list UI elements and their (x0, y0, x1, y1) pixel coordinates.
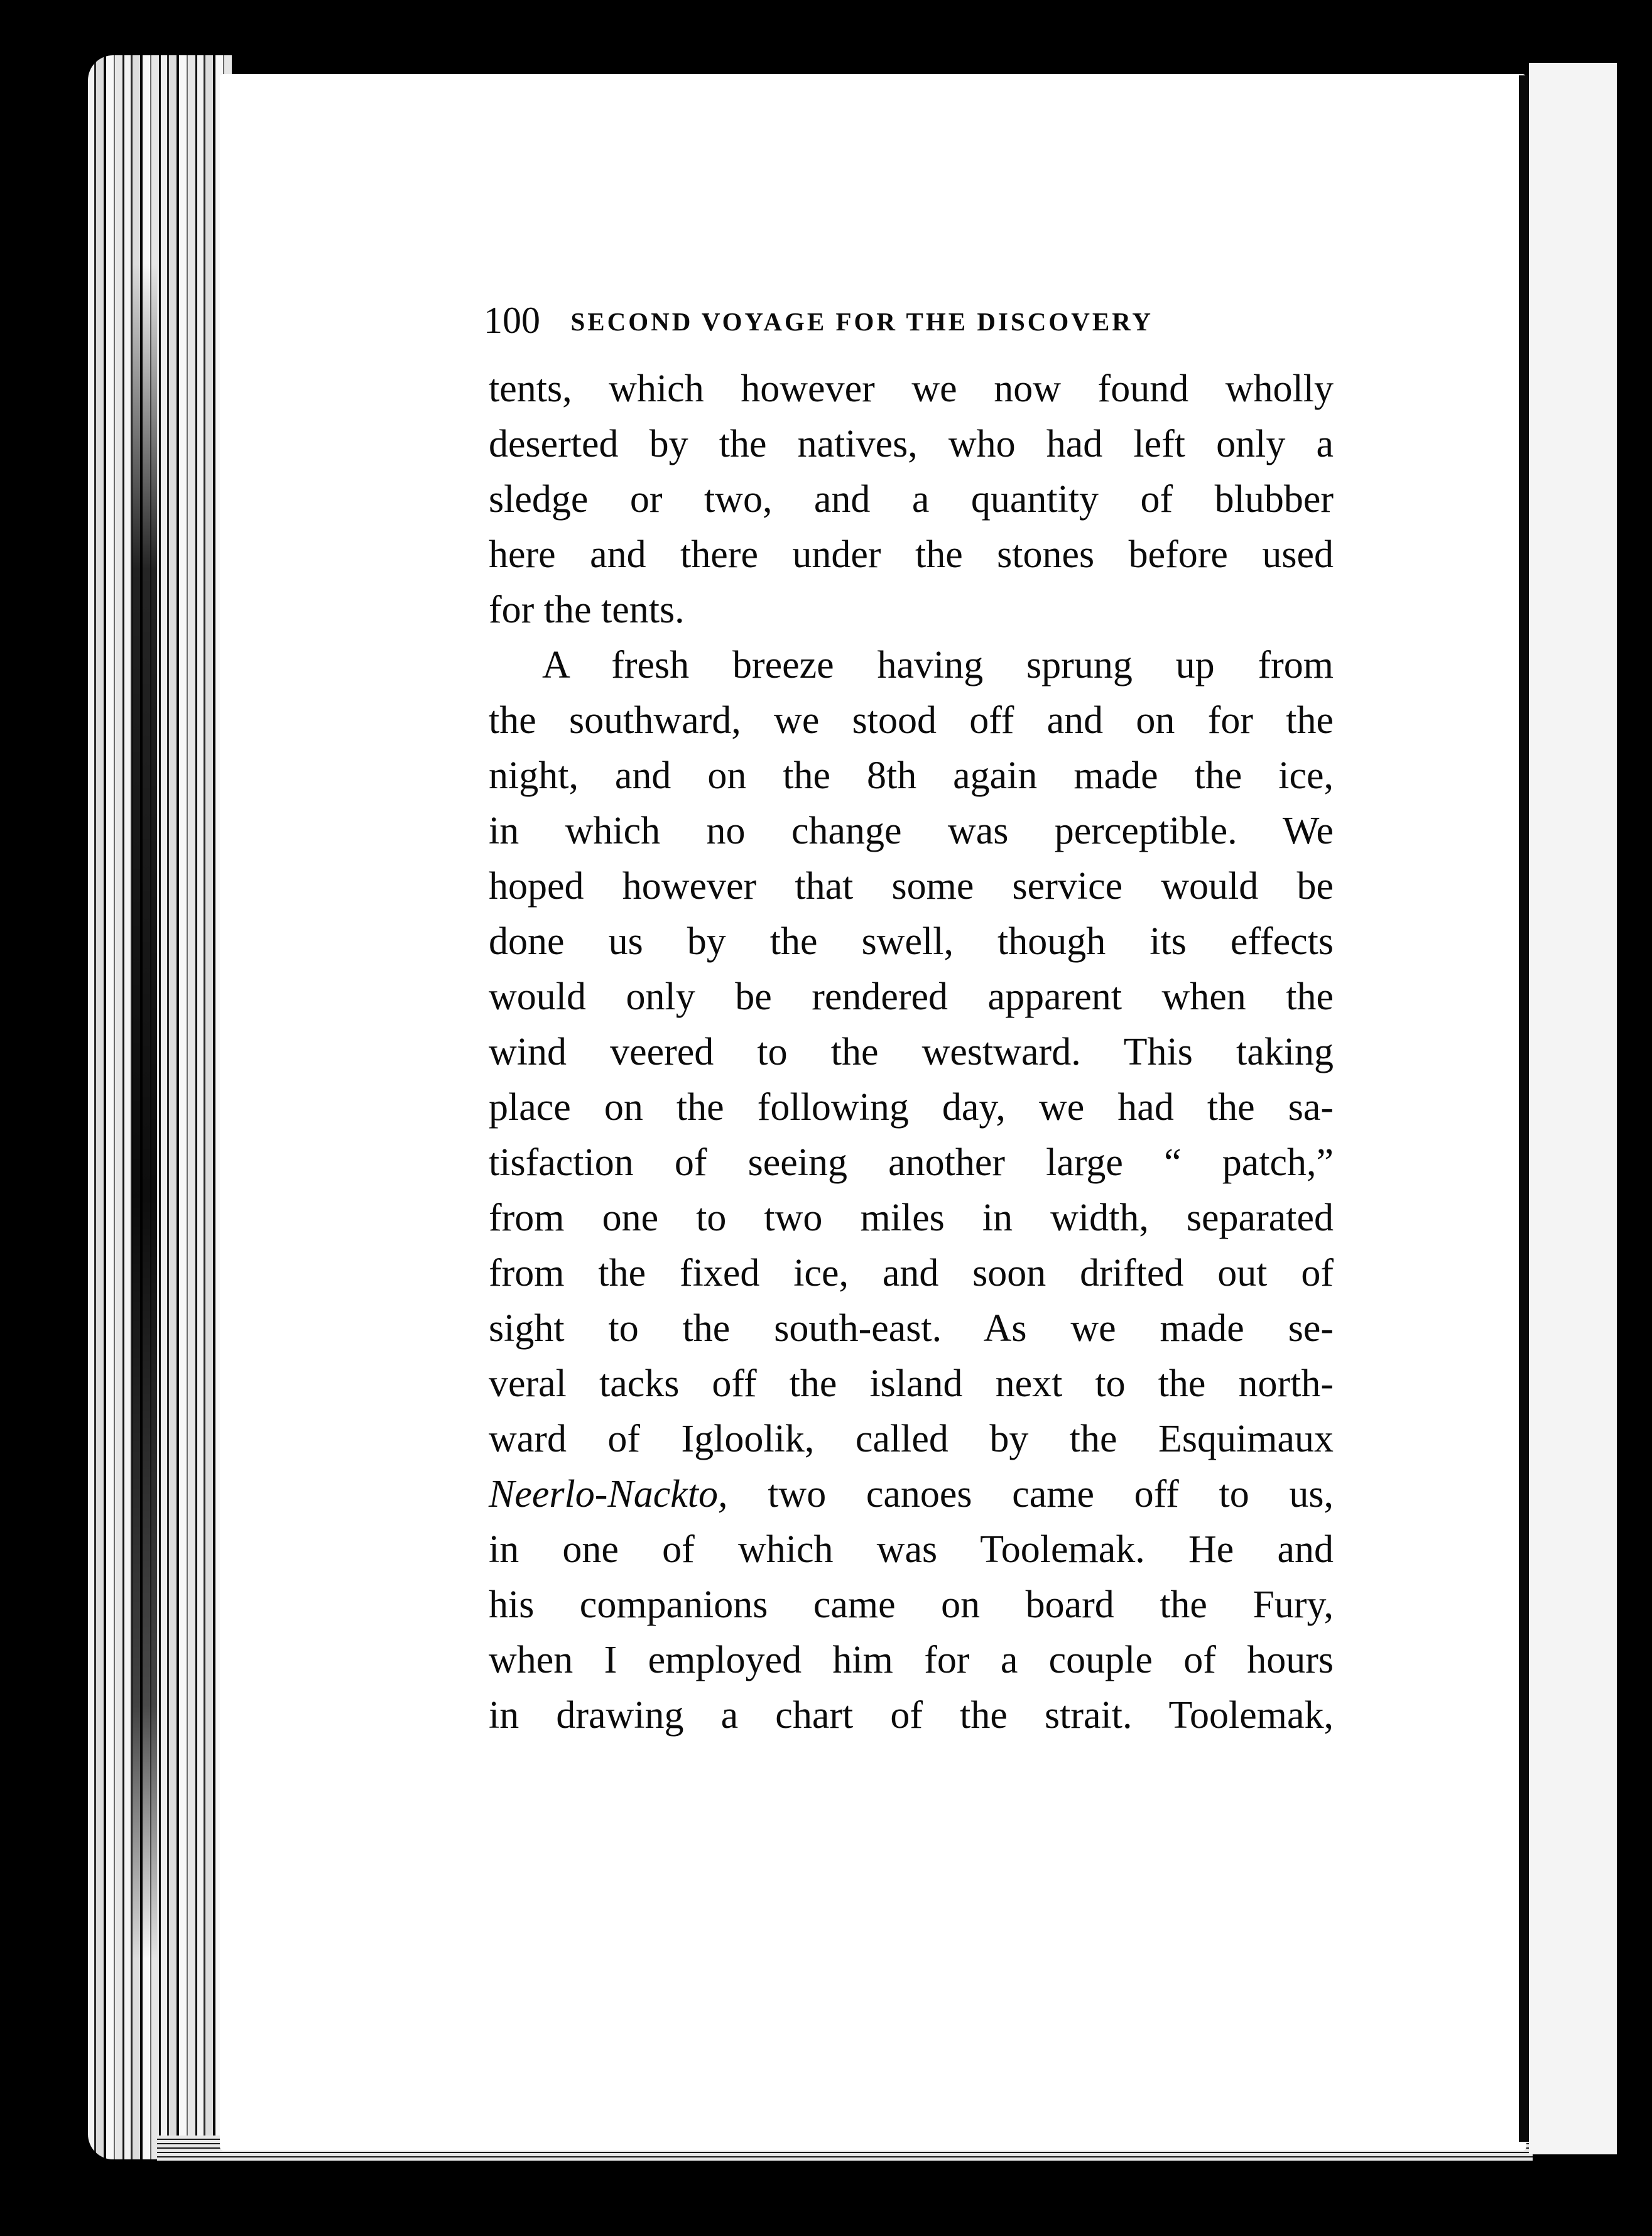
text-line: from the fixed ice, and soon drifted out of (489, 1252, 1334, 1294)
text-line: the southward, we stood off and on for the (489, 699, 1334, 742)
text-line: here and there under the stones before used (489, 533, 1334, 576)
text-line: tisfaction of seeing another large “ patch,” (489, 1141, 1334, 1184)
body-text (489, 361, 1334, 1743)
text-line: sledge or two, and a quantity of blubber (489, 478, 1334, 521)
text-line: his companions came on board the Fury, (489, 1583, 1334, 1626)
text-line: done us by the swell, though its effects (489, 920, 1334, 963)
text-line: place on the following day, we had the sa- (489, 1086, 1334, 1129)
text-line: for the tents. (489, 589, 685, 631)
running-head-title: SECOND VOYAGE FOR THE DISCOVERY (570, 307, 1153, 336)
text-line-rest: two canoes came off to us, (768, 1473, 1334, 1516)
fore-edge-shadow (132, 264, 157, 1960)
facing-page-edge (1529, 63, 1617, 2154)
running-head (484, 295, 1281, 345)
text-line-with-italic (489, 1467, 1334, 1522)
text-line: tents, which however we now found wholly (489, 367, 1334, 410)
paragraph-first-line: A fresh breeze having sprung up from (542, 644, 1334, 687)
text-line: in which no change was perceptible. We (489, 810, 1334, 852)
text-line: night, and on the 8th again made the ice, (489, 754, 1334, 797)
text-line: in one of which was Toolemak. He and (489, 1528, 1334, 1571)
text-line: from one to two miles in width, separated (489, 1197, 1334, 1239)
text-line: when I employed him for a couple of hours (489, 1639, 1334, 1681)
page-fore-edge-left (88, 55, 232, 2159)
book-gutter (1519, 75, 1529, 2142)
text-line: wind veered to the westward. This taking (489, 1031, 1334, 1073)
text-line: ward of Igloolik, called by the Esquimaux (489, 1418, 1334, 1460)
italic-place-name: Neerlo-Nackto, (489, 1473, 728, 1516)
text-line: in drawing a chart of the strait. Toolemak, (489, 1694, 1334, 1737)
text-line: hoped however that some service would be (489, 865, 1334, 908)
page-number: 100 (484, 300, 540, 341)
text-line: would only be rendered apparent when the (489, 975, 1334, 1018)
text-line: sight to the south-east. As we made se- (489, 1307, 1334, 1350)
text-line: deserted by the natives, who had left only a (489, 423, 1334, 465)
text-line: veral tacks off the island next to the north- (489, 1362, 1334, 1405)
scan-border-right (1617, 63, 1652, 2154)
